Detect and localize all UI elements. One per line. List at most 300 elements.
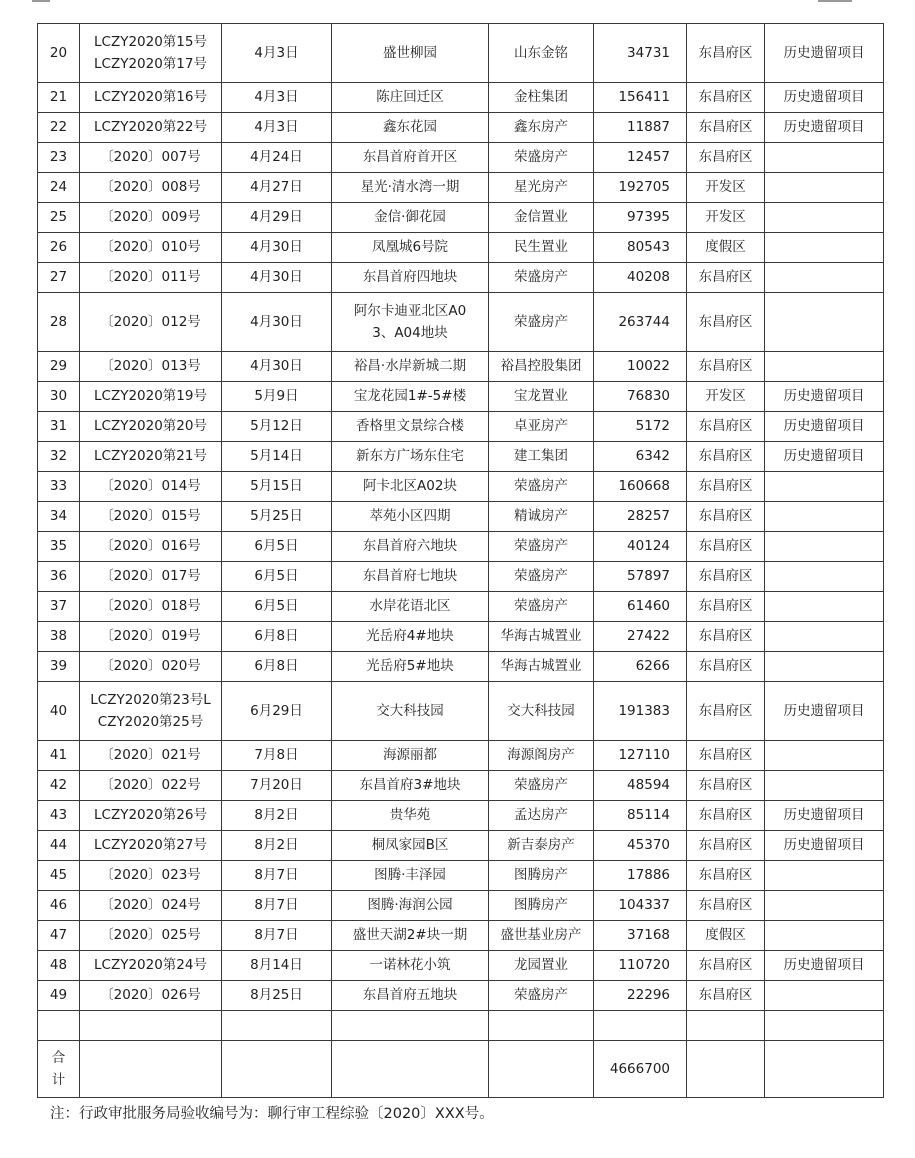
table-row [38, 592, 884, 622]
district-cell: 东昌府区 [687, 741, 765, 771]
acceptance-code-cell [80, 113, 222, 143]
date-cell: 7月20日 [222, 771, 332, 801]
date-cell: 6月8日 [222, 622, 332, 652]
acceptance-code-line: LCZY2020第20号 [94, 418, 207, 434]
developer-cell: 龙园置业 [489, 951, 594, 981]
district-cell [687, 1011, 765, 1041]
table-row [38, 532, 884, 562]
total-empty-cell [80, 1041, 222, 1098]
remark-cell [765, 562, 884, 592]
developer-cell: 荣盛房产 [489, 771, 594, 801]
project-name-line: 盛世天湖2#块一期 [352, 927, 468, 943]
table-row [38, 24, 884, 83]
acceptance-code-line: 〔2020〕018号 [100, 598, 201, 614]
project-name-cell [332, 682, 489, 741]
acceptance-code-cell [80, 682, 222, 741]
developer-cell: 荣盛房产 [489, 592, 594, 622]
project-name-cell [332, 861, 489, 891]
developer-cell: 卓亚房产 [489, 412, 594, 442]
floor-area-cell: 11887 [594, 113, 687, 143]
acceptance-code-line: 〔2020〕021号 [100, 747, 201, 763]
remark-cell [765, 861, 884, 891]
project-name-line: 东昌首府五地块 [362, 987, 458, 1003]
project-name-cell [332, 412, 489, 442]
table-row [38, 412, 884, 442]
remark-cell [765, 293, 884, 352]
district-cell: 东昌府区 [687, 442, 765, 472]
project-name-cell [332, 173, 489, 203]
row-number-cell: 22 [38, 113, 80, 143]
total-empty-cell [332, 1041, 489, 1098]
date-cell: 5月12日 [222, 412, 332, 442]
date-cell: 5月15日 [222, 472, 332, 502]
remark-cell: 历史遗留项目 [765, 442, 884, 472]
remark-cell [765, 263, 884, 293]
table-row [38, 562, 884, 592]
project-name-line: 贵华苑 [389, 807, 431, 823]
acceptance-code-line: 〔2020〕012号 [100, 313, 201, 330]
acceptance-code-line: 〔2020〕024号 [100, 897, 201, 913]
row-number-cell: 20 [38, 24, 80, 83]
table-row [38, 113, 884, 143]
project-name-cell [332, 951, 489, 981]
project-name-line: 东昌首府六地块 [362, 538, 458, 554]
acceptance-code-line: LCZY2020第23号L [90, 692, 211, 708]
total-empty-cell [687, 1041, 765, 1098]
table-row [38, 622, 884, 652]
remark-cell [765, 771, 884, 801]
project-name-line: 东昌首府七地块 [362, 568, 458, 584]
developer-cell: 孟达房产 [489, 801, 594, 831]
project-name-cell [332, 532, 489, 562]
district-cell: 东昌府区 [687, 472, 765, 502]
acceptance-code-line: LCZY2020第15号 [94, 34, 207, 50]
floor-area-cell: 37168 [594, 921, 687, 951]
floor-area-cell: 28257 [594, 502, 687, 532]
project-name-cell [332, 143, 489, 173]
floor-area-cell: 12457 [594, 143, 687, 173]
date-cell: 6月5日 [222, 592, 332, 622]
floor-area-cell: 263744 [594, 293, 687, 352]
remark-cell: 历史遗留项目 [765, 83, 884, 113]
footnote: 注：行政审批服务局验收编号为：聊行审工程综验〔2020〕XXX号。 [50, 1106, 494, 1122]
floor-area-cell: 48594 [594, 771, 687, 801]
acceptance-code-cell [80, 532, 222, 562]
project-name-cell [332, 622, 489, 652]
remark-cell [765, 233, 884, 263]
remark-cell [765, 981, 884, 1011]
remark-cell [765, 173, 884, 203]
acceptance-code-line: 〔2020〕011号 [100, 269, 201, 285]
floor-area-cell: 27422 [594, 622, 687, 652]
remark-cell [765, 592, 884, 622]
acceptance-code-cell [80, 981, 222, 1011]
row-number-cell: 46 [38, 891, 80, 921]
row-number-cell: 40 [38, 682, 80, 741]
acceptance-code-cell [80, 861, 222, 891]
project-name-line: 萃苑小区四期 [369, 508, 451, 524]
floor-area-cell: 57897 [594, 562, 687, 592]
acceptance-code-cell [80, 382, 222, 412]
acceptance-code-line: 〔2020〕007号 [100, 149, 201, 165]
floor-area-cell: 104337 [594, 891, 687, 921]
project-name-line: 新东方广场东住宅 [356, 448, 464, 464]
table-row [38, 831, 884, 861]
floor-area-cell: 40124 [594, 532, 687, 562]
table-row [38, 173, 884, 203]
district-cell: 度假区 [687, 921, 765, 951]
date-cell: 6月29日 [222, 682, 332, 741]
remark-cell: 历史遗留项目 [765, 801, 884, 831]
acceptance-code-line: 〔2020〕022号 [100, 777, 201, 793]
table-row [38, 981, 884, 1011]
developer-cell: 裕昌控股集团 [489, 352, 594, 382]
acceptance-code-line: LCZY2020第21号 [94, 448, 207, 464]
project-name-line: 海源丽都 [383, 747, 437, 763]
district-cell: 开发区 [687, 173, 765, 203]
developer-cell: 荣盛房产 [489, 981, 594, 1011]
row-number-cell: 35 [38, 532, 80, 562]
table-row [38, 1011, 884, 1041]
project-name-cell [332, 442, 489, 472]
district-cell: 东昌府区 [687, 113, 765, 143]
row-number-cell: 42 [38, 771, 80, 801]
floor-area-cell: 80543 [594, 233, 687, 263]
row-number-cell: 48 [38, 951, 80, 981]
developer-cell: 华海古城置业 [489, 652, 594, 682]
developer-cell: 新吉泰房产 [489, 831, 594, 861]
project-name-cell [332, 652, 489, 682]
date-cell: 4月30日 [222, 352, 332, 382]
row-number-cell: 33 [38, 472, 80, 502]
acceptance-code-cell [80, 1011, 222, 1041]
floor-area-cell: 97395 [594, 203, 687, 233]
total-label-char: 合 [51, 1050, 66, 1066]
table-row [38, 652, 884, 682]
developer-cell: 荣盛房产 [489, 263, 594, 293]
floor-area-cell: 127110 [594, 741, 687, 771]
developer-cell [489, 1011, 594, 1041]
district-cell: 开发区 [687, 382, 765, 412]
project-name-line: 光岳府4#地块 [366, 628, 454, 644]
acceptance-code-line: 〔2020〕017号 [100, 568, 201, 584]
floor-area-cell: 17886 [594, 861, 687, 891]
date-cell: 8月14日 [222, 951, 332, 981]
date-cell: 4月30日 [222, 233, 332, 263]
floor-area-cell: 40208 [594, 263, 687, 293]
row-number-cell: 27 [38, 263, 80, 293]
acceptance-code-cell [80, 951, 222, 981]
date-cell: 6月5日 [222, 562, 332, 592]
table-row [38, 203, 884, 233]
row-number-cell: 32 [38, 442, 80, 472]
project-name-cell [332, 83, 489, 113]
district-cell: 东昌府区 [687, 801, 765, 831]
remark-cell [765, 532, 884, 562]
acceptance-code-cell [80, 412, 222, 442]
project-name-line: 宝龙花园1#-5#楼 [353, 388, 467, 404]
date-cell: 8月2日 [222, 831, 332, 861]
table-row [38, 891, 884, 921]
remark-cell [765, 1011, 884, 1041]
remark-cell: 历史遗留项目 [765, 24, 884, 83]
row-number-cell: 28 [38, 293, 80, 352]
acceptance-code-cell [80, 921, 222, 951]
row-number-cell: 24 [38, 173, 80, 203]
row-number-cell: 31 [38, 412, 80, 442]
acceptance-code-line: 〔2020〕023号 [100, 867, 201, 883]
project-name-line: 东昌首府四地块 [362, 269, 458, 285]
district-cell: 东昌府区 [687, 83, 765, 113]
floor-area-cell: 22296 [594, 981, 687, 1011]
table-row [38, 801, 884, 831]
project-name-cell [332, 233, 489, 263]
table-row [38, 771, 884, 801]
remark-cell [765, 741, 884, 771]
project-name-cell [332, 831, 489, 861]
table-row [38, 861, 884, 891]
acceptance-code-cell [80, 83, 222, 113]
date-cell [222, 1011, 332, 1041]
remark-cell: 历史遗留项目 [765, 382, 884, 412]
developer-cell: 鑫东房产 [489, 113, 594, 143]
developer-cell: 星光房产 [489, 173, 594, 203]
table-row [38, 442, 884, 472]
remark-cell: 历史遗留项目 [765, 951, 884, 981]
project-name-cell [332, 801, 489, 831]
developer-cell: 山东金铭 [489, 24, 594, 83]
floor-area-cell: 110720 [594, 951, 687, 981]
date-cell: 4月29日 [222, 203, 332, 233]
acceptance-code-cell [80, 562, 222, 592]
acceptance-code-line: LCZY2020第27号 [94, 837, 207, 853]
project-name-cell [332, 203, 489, 233]
project-name-cell [332, 1011, 489, 1041]
district-cell: 东昌府区 [687, 771, 765, 801]
developer-cell: 宝龙置业 [489, 382, 594, 412]
project-name-cell [332, 891, 489, 921]
project-name-line: 东昌首府3#地块 [359, 777, 461, 793]
acceptance-code-cell [80, 891, 222, 921]
total-empty-cell [222, 1041, 332, 1098]
remark-cell: 历史遗留项目 [765, 831, 884, 861]
date-cell: 4月30日 [222, 293, 332, 352]
developer-cell: 图腾房产 [489, 891, 594, 921]
acceptance-registry-table [37, 23, 884, 1098]
row-number-cell: 29 [38, 352, 80, 382]
developer-cell: 荣盛房产 [489, 562, 594, 592]
table-row [38, 83, 884, 113]
developer-cell: 民生置业 [489, 233, 594, 263]
total-empty-cell [765, 1041, 884, 1098]
table-row [38, 682, 884, 741]
date-cell: 4月3日 [222, 24, 332, 83]
acceptance-code-cell [80, 352, 222, 382]
floor-area-cell: 10022 [594, 352, 687, 382]
remark-cell: 历史遗留项目 [765, 113, 884, 143]
date-cell: 6月5日 [222, 532, 332, 562]
project-name-cell [332, 562, 489, 592]
acceptance-code-line: 〔2020〕019号 [100, 628, 201, 644]
acceptance-code-cell [80, 442, 222, 472]
project-name-line: 桐凤家园B区 [371, 837, 449, 853]
acceptance-code-line: CZY2020第25号 [97, 714, 204, 730]
acceptance-code-line: 〔2020〕009号 [100, 209, 201, 225]
developer-cell: 华海古城置业 [489, 622, 594, 652]
project-name-line: 凤凰城6号院 [371, 239, 449, 255]
remark-cell: 历史遗留项目 [765, 682, 884, 741]
district-cell: 东昌府区 [687, 562, 765, 592]
table-row [38, 382, 884, 412]
total-label-cell [38, 1041, 80, 1098]
row-number-cell: 25 [38, 203, 80, 233]
developer-cell: 建工集团 [489, 442, 594, 472]
date-cell: 8月7日 [222, 861, 332, 891]
developer-cell: 金信置业 [489, 203, 594, 233]
floor-area-cell: 5172 [594, 412, 687, 442]
developer-cell: 荣盛房产 [489, 472, 594, 502]
acceptance-code-line: 〔2020〕013号 [100, 358, 201, 374]
district-cell: 东昌府区 [687, 592, 765, 622]
district-cell: 东昌府区 [687, 682, 765, 741]
district-cell: 度假区 [687, 233, 765, 263]
district-cell: 东昌府区 [687, 622, 765, 652]
table-body [38, 24, 884, 1098]
floor-area-cell: 192705 [594, 173, 687, 203]
acceptance-code-line: 〔2020〕010号 [100, 239, 201, 255]
project-name-cell [332, 592, 489, 622]
district-cell: 东昌府区 [687, 143, 765, 173]
table-row [38, 293, 884, 352]
table-row [38, 951, 884, 981]
floor-area-cell: 156411 [594, 83, 687, 113]
row-number-cell: 21 [38, 83, 80, 113]
date-cell: 4月24日 [222, 143, 332, 173]
project-name-cell [332, 263, 489, 293]
date-cell: 8月25日 [222, 981, 332, 1011]
acceptance-code-cell [80, 831, 222, 861]
floor-area-cell: 85114 [594, 801, 687, 831]
project-name-line: 光岳府5#地块 [366, 658, 454, 674]
project-name-line: 图腾·海润公园 [367, 897, 453, 913]
acceptance-code-cell [80, 203, 222, 233]
project-name-cell [332, 293, 489, 352]
table-row [38, 472, 884, 502]
project-name-line: 一诺林花小筑 [369, 957, 451, 973]
project-name-cell [332, 502, 489, 532]
district-cell: 东昌府区 [687, 293, 765, 352]
acceptance-code-line: 〔2020〕025号 [100, 927, 201, 943]
total-empty-cell [489, 1041, 594, 1098]
row-number-cell: 26 [38, 233, 80, 263]
acceptance-code-line: 〔2020〕014号 [100, 478, 201, 494]
project-name-cell [332, 382, 489, 412]
project-name-line: 盛世柳园 [383, 44, 437, 61]
project-name-line: 鑫东花园 [383, 119, 437, 135]
date-cell: 7月8日 [222, 741, 332, 771]
project-name-line: 陈庄回迁区 [376, 89, 444, 105]
acceptance-code-line: LCZY2020第24号 [94, 957, 207, 973]
remark-cell [765, 203, 884, 233]
acceptance-code-cell [80, 143, 222, 173]
row-number-cell: 37 [38, 592, 80, 622]
project-name-cell [332, 921, 489, 951]
row-number-cell: 47 [38, 921, 80, 951]
remark-cell [765, 352, 884, 382]
floor-area-cell: 61460 [594, 592, 687, 622]
total-row [38, 1041, 884, 1098]
district-cell: 东昌府区 [687, 831, 765, 861]
district-cell: 东昌府区 [687, 951, 765, 981]
project-name-line: 图腾·丰泽园 [374, 867, 446, 883]
floor-area-cell: 76830 [594, 382, 687, 412]
row-number-cell: 30 [38, 382, 80, 412]
row-number-cell: 38 [38, 622, 80, 652]
floor-area-cell: 34731 [594, 24, 687, 83]
date-cell: 6月8日 [222, 652, 332, 682]
remark-cell [765, 921, 884, 951]
acceptance-code-cell [80, 173, 222, 203]
table-row [38, 263, 884, 293]
developer-cell: 荣盛房产 [489, 293, 594, 352]
acceptance-code-line: LCZY2020第22号 [94, 119, 207, 135]
row-number-cell: 44 [38, 831, 80, 861]
remark-cell [765, 891, 884, 921]
floor-area-cell [594, 1011, 687, 1041]
row-number-cell: 43 [38, 801, 80, 831]
acceptance-code-line: LCZY2020第17号 [94, 56, 207, 72]
district-cell: 东昌府区 [687, 412, 765, 442]
project-name-line: 裕昌·水岸新城二期 [353, 358, 467, 374]
date-cell: 4月3日 [222, 83, 332, 113]
remark-cell: 历史遗留项目 [765, 412, 884, 442]
developer-cell: 金柱集团 [489, 83, 594, 113]
developer-cell: 荣盛房产 [489, 143, 594, 173]
date-cell: 8月2日 [222, 801, 332, 831]
acceptance-code-cell [80, 592, 222, 622]
developer-cell: 海源阁房产 [489, 741, 594, 771]
remark-cell [765, 143, 884, 173]
table-row [38, 741, 884, 771]
project-name-line: 交大科技园 [376, 702, 444, 719]
district-cell: 东昌府区 [687, 24, 765, 83]
acceptance-code-line: LCZY2020第19号 [94, 388, 207, 404]
total-label-char: 计 [51, 1072, 66, 1088]
acceptance-code-cell [80, 233, 222, 263]
total-area-cell: 4666700 [594, 1041, 687, 1098]
row-number-cell: 49 [38, 981, 80, 1011]
date-cell: 4月27日 [222, 173, 332, 203]
project-name-line: 水岸花语北区 [369, 598, 451, 614]
table-row [38, 502, 884, 532]
acceptance-code-line: 〔2020〕015号 [100, 508, 201, 524]
project-name-cell [332, 24, 489, 83]
table-row [38, 143, 884, 173]
row-number-cell: 23 [38, 143, 80, 173]
project-name-line: 阿卡北区A02块 [363, 478, 457, 494]
project-name-cell [332, 352, 489, 382]
district-cell: 东昌府区 [687, 861, 765, 891]
row-number-cell: 45 [38, 861, 80, 891]
row-number-cell [38, 1011, 80, 1041]
project-name-line: 金信·御花园 [374, 209, 446, 225]
project-name-line: 星光·清水湾一期 [360, 179, 460, 195]
remark-cell [765, 502, 884, 532]
date-cell: 8月7日 [222, 891, 332, 921]
developer-cell: 精诚房产 [489, 502, 594, 532]
project-name-line: 阿尔卡迪亚北区A0 [353, 303, 467, 319]
developer-cell: 盛世基业房产 [489, 921, 594, 951]
